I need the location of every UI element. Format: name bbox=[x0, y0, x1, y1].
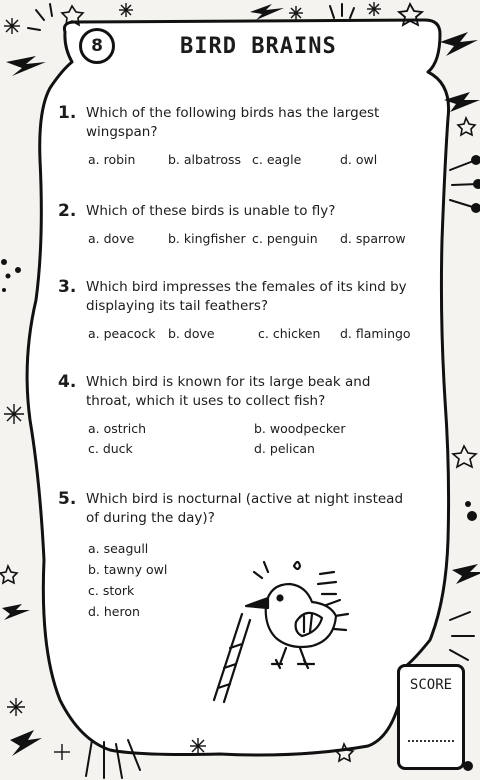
question-3 bbox=[58, 278, 418, 346]
option-d[interactable]: d. flamingo bbox=[340, 326, 411, 341]
option-d[interactable]: d. pelican bbox=[254, 441, 315, 456]
star-icon bbox=[458, 118, 475, 135]
question-number: 4. bbox=[58, 372, 77, 392]
question-1 bbox=[58, 104, 418, 172]
sparkle-icon bbox=[190, 738, 206, 754]
lightning-icon bbox=[6, 56, 46, 76]
sparkle-icon bbox=[119, 3, 133, 17]
question-number: 1. bbox=[58, 103, 77, 123]
page-number-badge bbox=[79, 28, 115, 64]
question-text: Which bird is known for its large beak and throat, which it uses to collect fish? bbox=[86, 374, 371, 409]
option-c[interactable]: c. chicken bbox=[258, 326, 321, 341]
question-number: 5. bbox=[58, 489, 77, 509]
burst-dots-icon bbox=[450, 156, 480, 212]
option-d[interactable]: d. heron bbox=[88, 604, 140, 619]
option-c[interactable]: c. penguin bbox=[252, 231, 318, 246]
option-a[interactable]: a. peacock bbox=[88, 326, 156, 341]
sparkle-icon bbox=[367, 2, 381, 16]
option-b[interactable]: b. albatross bbox=[168, 152, 242, 167]
dots-icon bbox=[1, 259, 21, 292]
question-text: Which bird impresses the females of its kind by displaying its tail feathers? bbox=[86, 279, 407, 314]
option-d[interactable]: d. sparrow bbox=[340, 231, 406, 246]
star-icon bbox=[0, 566, 17, 583]
lightning-icon bbox=[10, 730, 42, 756]
sparkle-icon bbox=[54, 744, 70, 760]
option-b[interactable]: b. tawny owl bbox=[88, 562, 168, 577]
question-text: Which of these birds is unable to fly? bbox=[86, 203, 336, 219]
burst-lines-icon bbox=[330, 4, 354, 18]
option-a[interactable]: a. robin bbox=[88, 152, 136, 167]
option-c[interactable]: c. stork bbox=[88, 583, 135, 598]
sparkle-icon bbox=[289, 6, 303, 20]
sparkle-icon bbox=[4, 18, 20, 34]
option-b[interactable]: b. woodpecker bbox=[254, 421, 346, 436]
page-title: BIRD BRAINS bbox=[180, 34, 337, 59]
sparkle-icon bbox=[4, 404, 24, 424]
option-b[interactable]: b. dove bbox=[168, 326, 215, 341]
burst-lines-icon bbox=[28, 4, 52, 30]
option-a[interactable]: a. seagull bbox=[88, 541, 149, 556]
burst-lines-icon bbox=[450, 612, 474, 660]
question-2 bbox=[58, 202, 418, 251]
star-icon bbox=[453, 446, 476, 467]
dots-icon bbox=[465, 501, 477, 521]
option-a[interactable]: a. dove bbox=[88, 231, 135, 246]
score-label: SCORE bbox=[409, 677, 453, 693]
lightning-icon bbox=[440, 32, 478, 56]
question-5 bbox=[58, 490, 418, 622]
option-a[interactable]: a. ostrich bbox=[88, 421, 147, 436]
option-b[interactable]: b. kingfisher bbox=[168, 231, 246, 246]
score-box[interactable] bbox=[397, 664, 465, 770]
lightning-icon bbox=[250, 4, 284, 20]
option-c[interactable]: c. eagle bbox=[252, 152, 302, 167]
option-c[interactable]: c. duck bbox=[88, 441, 133, 456]
question-number: 2. bbox=[58, 201, 77, 221]
question-number: 3. bbox=[58, 277, 77, 297]
option-d[interactable]: d. owl bbox=[340, 152, 378, 167]
sparkle-icon bbox=[7, 698, 25, 716]
score-write-line[interactable] bbox=[408, 740, 454, 742]
page-number: 8 bbox=[91, 36, 103, 56]
lightning-icon bbox=[452, 564, 480, 584]
question-4 bbox=[58, 373, 418, 463]
lightning-icon bbox=[2, 604, 30, 620]
question-text: Which bird is nocturnal (active at night instead of during the day)? bbox=[86, 491, 404, 526]
question-text: Which of the following birds has the largest wingspan? bbox=[86, 105, 380, 140]
